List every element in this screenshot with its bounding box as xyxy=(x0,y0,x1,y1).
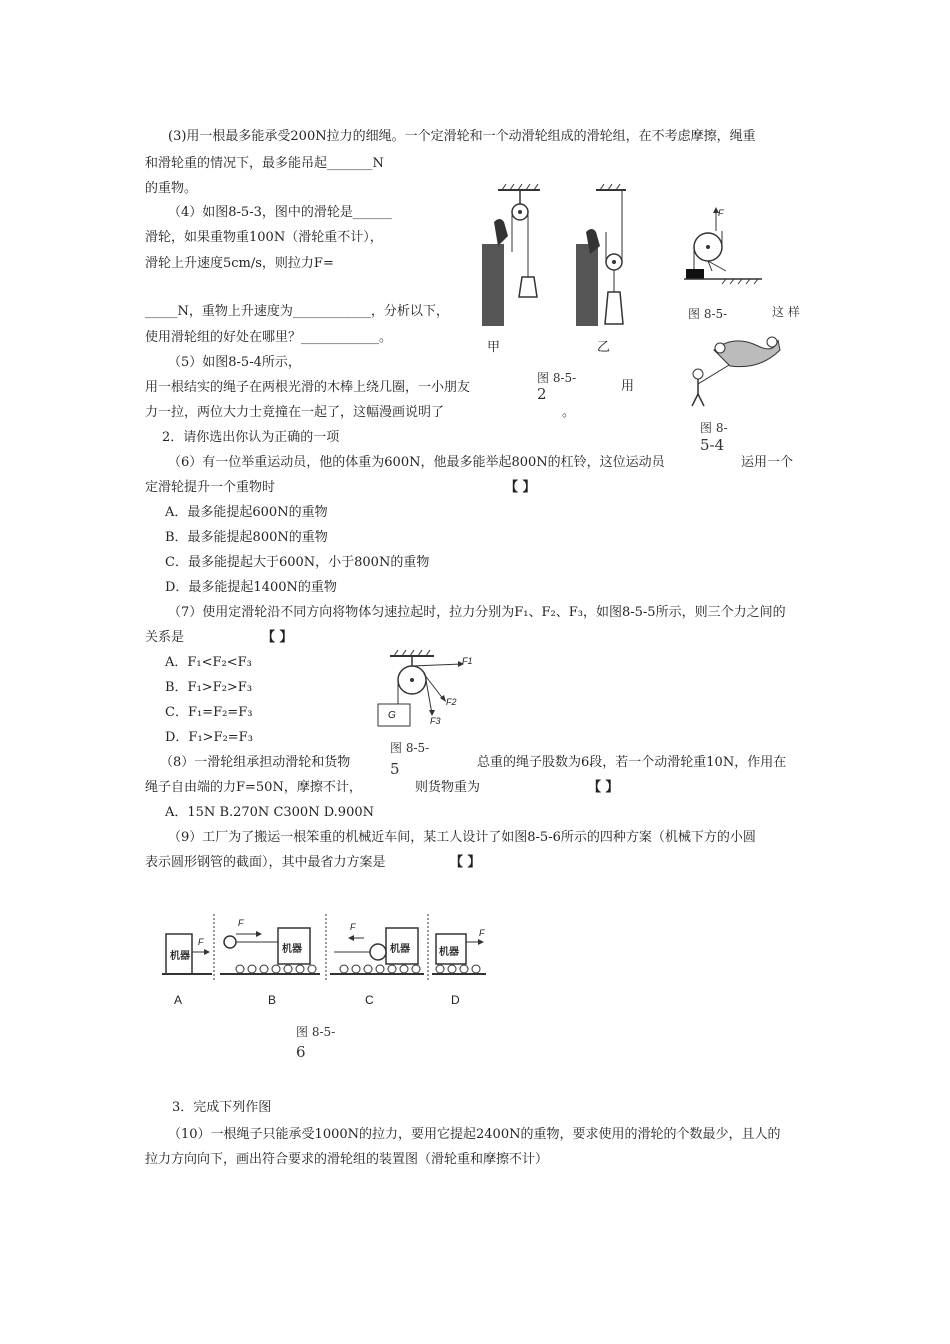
q5-end: 。 xyxy=(562,405,576,420)
q3-line1: (3)用一根最多能承受200N拉力的细绳。一个定滑轮和一个动滑轮组成的滑轮组，在不考虑摩擦，绳重 xyxy=(168,129,756,144)
fig852-caption-num: 2 xyxy=(537,385,547,403)
fig856-force-b: F xyxy=(238,918,244,928)
q6-answer-bracket[interactable]: 【 】 xyxy=(505,480,536,495)
q3-line2: 和滑轮重的情况下，最多能吊起_______N xyxy=(145,156,384,171)
fig855-caption: 图 8-5- xyxy=(390,741,430,755)
q9-line1: （9）工厂为了搬运一根笨重的机械近车间，某工人设计了如图8-5-6所示的四种方案（机械下方的小圆 xyxy=(168,830,756,845)
fig854-caption-num: 5-4 xyxy=(700,436,725,454)
fig854-caption: 图 8- xyxy=(700,421,728,435)
fig856-label-b: B xyxy=(268,993,277,1007)
q8-line2b: 则货物重为 xyxy=(415,780,481,795)
fig853-force-label: F xyxy=(718,208,724,218)
q4-line1: （4）如图8-5-3，图中的滑轮是______ xyxy=(168,205,392,220)
fig852-caption: 图 8-5- xyxy=(537,371,577,385)
q8-line1b: 总重的绳子股数为6段，若一个动滑轮重10N，作用在 xyxy=(477,755,787,770)
fig856-label-a: A xyxy=(174,993,183,1007)
fig855-caption-num: 5 xyxy=(390,760,400,778)
fig855-f1-label: F1 xyxy=(462,656,473,666)
q9-answer-bracket[interactable]: 【 】 xyxy=(450,855,481,870)
q6-option-b[interactable]: B．最多能提起800N的重物 xyxy=(165,530,328,545)
cartoon-figure-854 xyxy=(684,332,784,412)
q6-option-c[interactable]: C．最多能提起大于600N，小于800N的重物 xyxy=(165,555,430,570)
q6-option-d[interactable]: D．最多能提起1400N的重物 xyxy=(165,580,337,595)
fig853-text-zheyang: 这 样 xyxy=(772,305,800,319)
q7-line2: 关系是 xyxy=(145,630,185,645)
fig856-label-d: D xyxy=(451,993,460,1007)
q4-line3: 滑轮上升速度5cm/s，则拉力F= xyxy=(145,256,334,271)
fig853-caption: 图 8-5- xyxy=(688,307,728,321)
fig856-machine-b: 机器 xyxy=(282,944,302,955)
q5-word-use: 用 xyxy=(621,379,635,394)
pulley-figure-852 xyxy=(476,182,656,342)
fig856-force-d: F xyxy=(479,928,485,938)
q9-line2: 表示圆形钢管的截面），其中最省力方案是 xyxy=(145,855,386,870)
fig855-f3-label: F3 xyxy=(430,716,441,726)
q5-line2: 用一根结实的绳子在两根光滑的木棒上绕几圈，一小朋友 xyxy=(145,380,471,395)
fig856-force-a: F xyxy=(198,937,204,947)
pulley-figure-853 xyxy=(682,205,766,285)
q7-line1: （7）使用定滑轮沿不同方向将物体匀速拉起时，拉力分别为F₁、F₂、F₃，如图8-5-5所示，则三个力之间的 xyxy=(168,605,786,620)
q7-answer-bracket[interactable]: 【 】 xyxy=(262,630,293,645)
fig856-machine-d: 机器 xyxy=(439,947,459,958)
q6-line2: 定滑轮提升一个重物时 xyxy=(145,480,276,495)
q10-line2: 拉力方向向下，画出符合要求的滑轮组的装置图（滑轮重和摩擦不计） xyxy=(145,1152,549,1167)
q7-option-c[interactable]: C．F₁=F₂=F₃ xyxy=(165,705,253,720)
fig856-force-c: F xyxy=(350,922,356,932)
q4-line4: _____N，重物上升速度为____________，分析以下， xyxy=(145,304,449,319)
fig856-caption-num: 6 xyxy=(296,1043,306,1061)
q5-line3: 力一拉，两位大力士竟撞在一起了，这幅漫画说明了 xyxy=(145,405,445,420)
q7-option-a[interactable]: A．F₁<F₂<F₃ xyxy=(165,655,252,670)
fig855-f2-label: F2 xyxy=(446,697,457,707)
fig852-label-jia: 甲 xyxy=(487,340,501,355)
fig856-label-c: C xyxy=(365,993,374,1007)
q5-line1: （5）如图8-5-4所示， xyxy=(168,355,301,370)
fig856-machine-a: 机器 xyxy=(170,951,190,962)
section3-title: 3．完成下列作图 xyxy=(172,1100,272,1115)
q6-option-a[interactable]: A．最多能提起600N的重物 xyxy=(165,505,328,520)
q3-line3: 的重物。 xyxy=(145,181,198,196)
fig856-caption: 图 8-5- xyxy=(296,1025,336,1039)
fig856-machine-c: 机器 xyxy=(390,944,410,955)
q7-option-b[interactable]: B．F₁>F₂>F₃ xyxy=(165,680,253,695)
q8-line2: 绳子自由端的力F=50N，摩擦不计， xyxy=(145,780,362,795)
fig855-g-label: G xyxy=(388,710,396,721)
q7-option-d[interactable]: D．F₁>F₂=F₃ xyxy=(165,730,253,745)
q4-line5: 使用滑轮组的好处在哪里？____________。 xyxy=(145,330,393,345)
q10-line1: （10）一根绳子只能承受1000N的拉力，要用它提起2400N的重物，要求使用的滑轮的个数最少，且人的 xyxy=(168,1127,781,1142)
section2-title: 2．请你选出你认为正确的一项 xyxy=(162,430,340,445)
q6-line1: （6）有一位举重运动员，他的体重为600N，他最多能举起800N的杠铃，这位运动员 xyxy=(168,455,665,470)
q6-line1b: 运用一个 xyxy=(741,455,794,470)
machine-options-figure-856 xyxy=(160,912,490,1012)
q8-options[interactable]: A．15N B.270N C300N D.900N xyxy=(165,805,374,820)
fig852-label-yi: 乙 xyxy=(597,340,611,355)
q8-answer-bracket[interactable]: 【 】 xyxy=(588,780,619,795)
q8-line1: （8）一滑轮组承担动滑轮和货物 xyxy=(160,755,351,770)
q4-line2: 滑轮，如果重物重100N（滑轮重不计）， xyxy=(145,230,383,245)
